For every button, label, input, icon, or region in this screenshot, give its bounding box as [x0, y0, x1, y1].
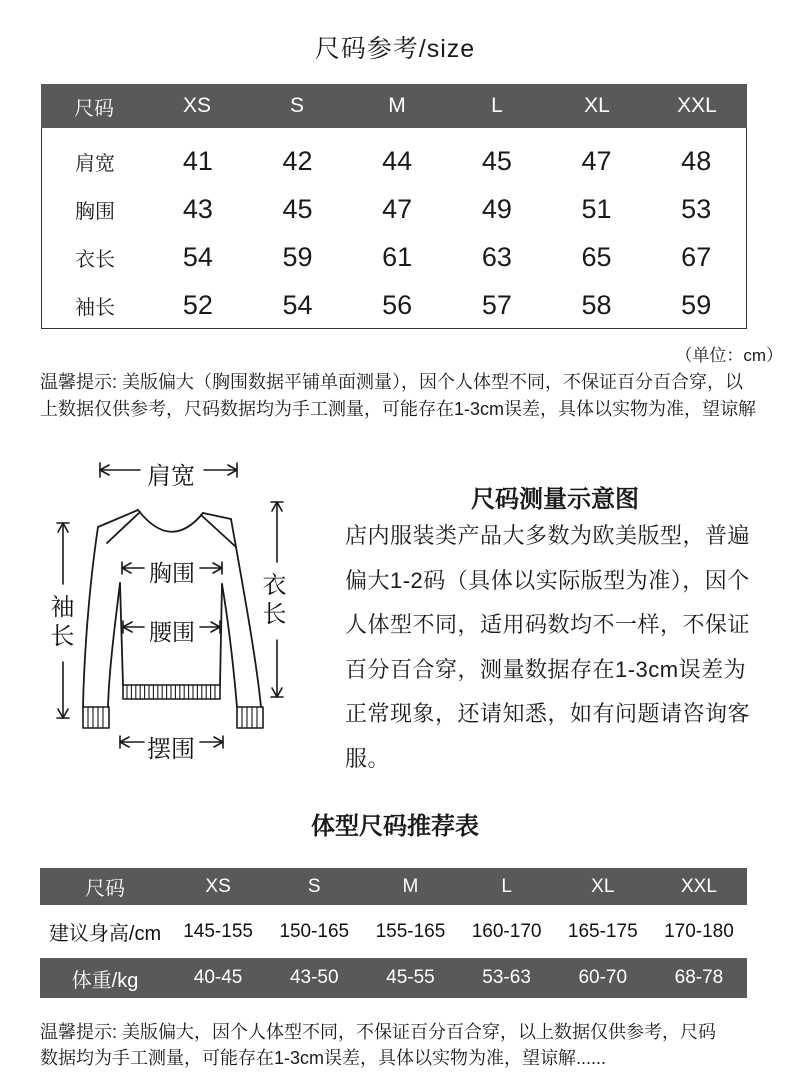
chest-label: 胸围 [149, 560, 195, 586]
tips-bottom-line: 数据均为手工测量，可能存在1-3cm误差，具体以实物为准，望谅解...... [40, 1048, 607, 1068]
row-label: 袖长 [75, 296, 115, 319]
table-row [42, 281, 746, 329]
row-label: 胸围 [75, 200, 115, 223]
garment-length-label: 衣长 [258, 572, 285, 630]
guide-line: 服。 [345, 745, 391, 771]
table-cell: 53-63 [482, 967, 531, 988]
body-table-header-cell: L [501, 875, 512, 897]
tips-bottom [40, 1019, 760, 1071]
table-cell: 60-70 [578, 967, 628, 988]
guide-line: 百分百合穿，测量数据存在1-3cm误差为 [345, 656, 747, 682]
guide-line: 正常现象，还请知悉，如有问题请咨询客 [345, 701, 751, 727]
table-cell: 61 [382, 241, 413, 272]
table-cell: 59 [681, 289, 712, 320]
sweater-measurement-diagram [45, 452, 335, 782]
table-cell: 56 [382, 289, 413, 320]
row-label: 衣长 [75, 248, 115, 271]
body-table-heading: 体型尺码推荐表 [311, 813, 479, 840]
table-cell: 45 [481, 145, 512, 176]
table-row [42, 233, 746, 281]
tips-top-line: 温馨提示: 美版偏大（胸围数据平铺单面测量），因个人体型不同，不保证百分百合穿，以 [40, 372, 743, 392]
measure-guide-heading: 尺码测量示意图 [471, 486, 639, 513]
table-cell: 67 [681, 241, 712, 272]
guide-line: 人体型不同，适用码数均不一样，不保证 [345, 612, 751, 638]
body-recommendation-table [40, 868, 747, 998]
page-title: 尺码参考/size [314, 35, 476, 63]
table-cell: 155-165 [375, 920, 446, 942]
waist-label: 腰围 [149, 619, 195, 645]
size-table-header-cell: 尺码 [74, 97, 114, 120]
table-cell: 41 [182, 145, 213, 176]
size-table-header-cell: L [491, 94, 503, 117]
table-cell: 49 [481, 193, 512, 224]
shoulder-width-label: 肩宽 [147, 463, 195, 490]
table-cell: 40-45 [193, 967, 243, 988]
table-cell: 53 [681, 193, 712, 224]
table-cell: 58 [581, 289, 612, 320]
body-table-header-cell: 尺码 [85, 878, 125, 900]
table-cell: 170-180 [664, 920, 734, 942]
body-table-header-cell: XL [591, 875, 615, 897]
sleeve-length-label: 袖长 [46, 594, 73, 652]
table-cell: 42 [282, 145, 313, 176]
weight-row [40, 958, 747, 998]
size-table-header-cell: XXL [677, 94, 717, 117]
table-cell: 45-55 [386, 967, 435, 988]
size-table-header-cell: S [289, 94, 304, 117]
row-label: 肩宽 [75, 152, 115, 175]
size-table-header-cell: XL [584, 94, 610, 117]
table-cell: 165-175 [567, 920, 638, 942]
tips-top [40, 369, 756, 423]
table-cell: 44 [382, 145, 413, 176]
guide-line: 偏大1-2码（具体以实际版型为准），因个 [345, 567, 750, 593]
guide-line: 店内服装类产品大多数为欧美版型，普遍 [345, 523, 751, 548]
tips-bottom-line: 温馨提示: 美版偏大，因个人体型不同，不保证百分百合穿，以上数据仅供参考，尺码 [40, 1022, 716, 1042]
table-cell: 54 [282, 289, 313, 320]
body-table-header-cell: XS [205, 875, 231, 897]
table-cell: 43 [182, 193, 213, 224]
table-cell: 48 [681, 145, 712, 176]
height-row [40, 905, 747, 958]
table-cell: 160-170 [471, 920, 542, 942]
table-cell: 145-155 [183, 920, 253, 942]
body-table-header-row [40, 868, 747, 905]
table-cell: 47 [581, 145, 612, 176]
table-cell: 65 [581, 241, 612, 272]
unit-note: （单位：cm） [675, 346, 783, 365]
table-row [42, 185, 746, 233]
body-table-header-cell: XXL [680, 875, 717, 897]
size-table-body [41, 128, 747, 329]
table-cell: 43-50 [289, 967, 339, 988]
table-cell: 54 [182, 241, 213, 272]
table-cell: 57 [481, 289, 512, 320]
tips-top-line: 上数据仅供参考，尺码数据均为手工测量，可能存在1-3cm误差，具体以实物为准，望谅解 [40, 399, 757, 419]
table-cell: 63 [481, 241, 512, 272]
table-cell: 47 [382, 193, 413, 224]
measure-guide-text [345, 514, 781, 782]
table-cell: 51 [581, 193, 612, 224]
size-table-header-row [41, 84, 747, 128]
size-table-header-cell: XS [182, 94, 211, 117]
table-cell: 45 [282, 193, 313, 224]
row-label: 建议身高/cm [48, 923, 162, 945]
body-table-header-cell: M [402, 875, 419, 897]
row-label: 体重/kg [71, 969, 139, 992]
size-table-header-cell: M [388, 94, 406, 117]
table-cell: 68-78 [674, 967, 724, 988]
hem-sweep-label: 摆围 [147, 736, 195, 763]
table-cell: 52 [182, 289, 213, 320]
table-cell: 59 [282, 241, 313, 272]
size-table [41, 84, 747, 329]
body-table-header-cell: S [307, 875, 321, 897]
table-row [42, 137, 746, 185]
table-cell: 150-165 [279, 920, 350, 942]
